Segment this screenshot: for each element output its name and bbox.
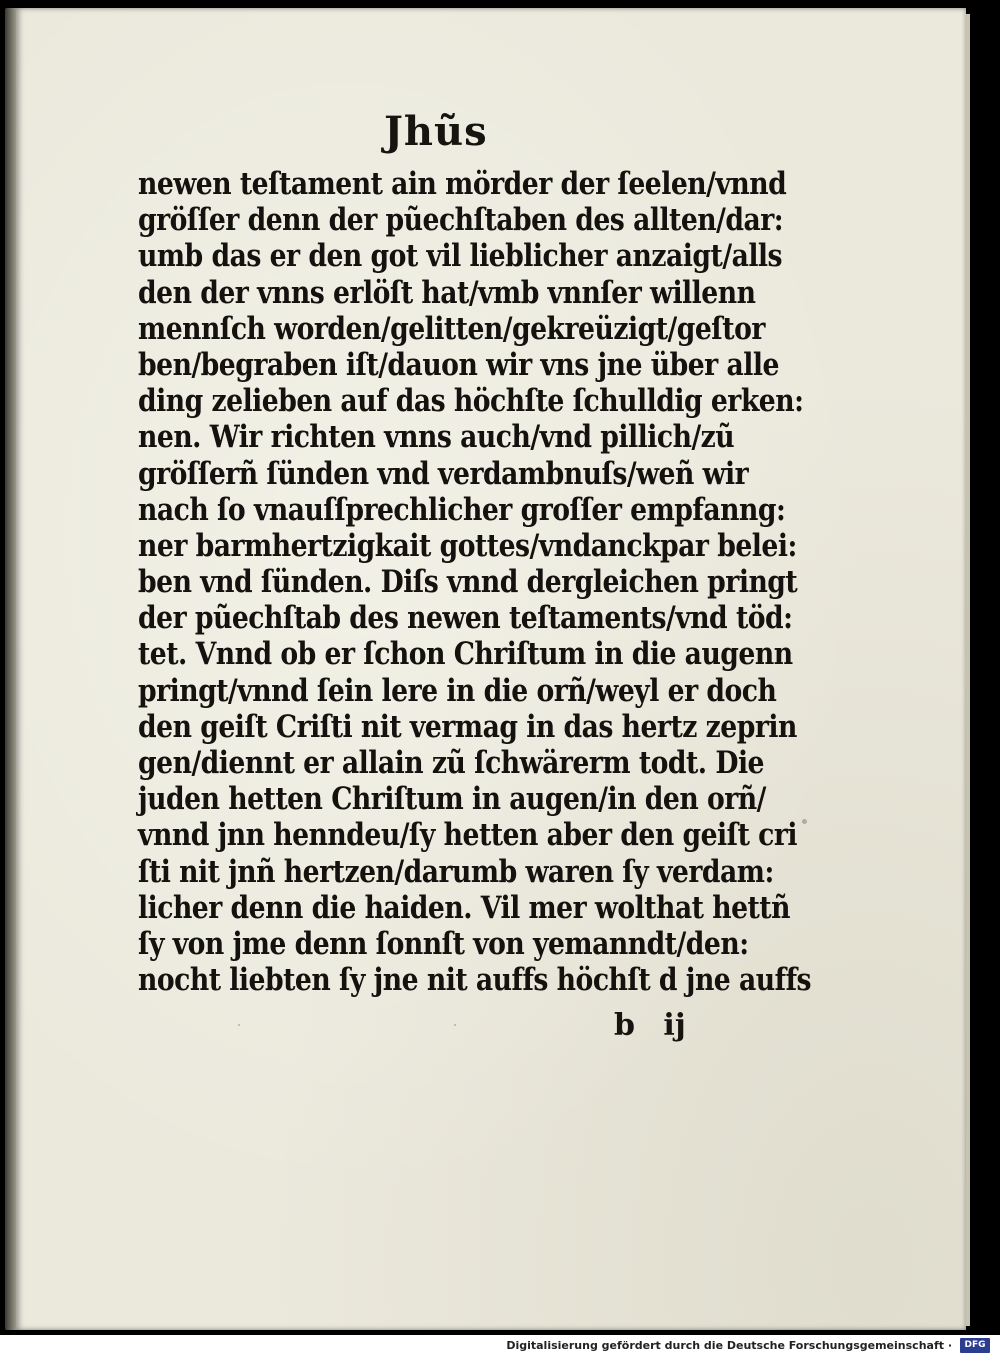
page-edge — [966, 14, 970, 1326]
text-line: ſti nit jnñ hertzen/darumb waren ſy verdam: — [138, 853, 774, 890]
text-line: vnnd jnn henndeu/ſy hetten aber den geiſt cri — [138, 817, 798, 854]
paper-speck — [802, 819, 807, 824]
text-line: mennſch worden/gelitten/gekreüzigt/geſtor — [138, 310, 765, 347]
text-line: den der vnns erlöſt hat/vmb vnnſer willenn — [138, 274, 756, 311]
text-line: den geiſt Criſti nit vermag in das hertz zeprin — [138, 708, 797, 745]
text-line: gröſſerñ ſünden vnd verdambnuſs/weñ wir — [138, 455, 749, 492]
text-line: gen/diennt er allain zũ ſchwärerm todt. Die — [138, 745, 764, 781]
text-line: ſy von jme denn ſonnſt von yemanndt/den: — [138, 925, 749, 962]
text-line: licher denn die haiden. Vil mer wolthat hettñ — [138, 889, 790, 926]
text-line: nach ſo vnauſſprechlicher groſſer empfanng: — [138, 491, 786, 528]
text-line: ding zelieben auf das höchſte ſchulldig erken: — [138, 383, 804, 420]
signature-mark: b ij — [614, 1008, 686, 1043]
funding-credit: Digitalisierung gefördert durch die Deutsche Forschungsgemeinschaft · — [506, 1339, 952, 1352]
text-line: tet. Vnnd ob er ſchon Chriſtum in die augenn — [138, 636, 793, 673]
text-line: nocht liebten ſy jne nit auffs höchſt d jne auffs — [138, 962, 812, 999]
text-block — [138, 166, 812, 999]
text-line: ner barmhertzigkait gottes/vndanckpar belei: — [138, 527, 797, 564]
text-line: der pũechſtab des newen teſtaments/vnd töd: — [138, 600, 793, 637]
text-line: juden hetten Chriſtum in augen/in den orñ/ — [138, 781, 766, 818]
text-line: newen teſtament ain mörder der ſeelen/vnnd — [138, 166, 787, 202]
paper-speck — [454, 1024, 456, 1026]
book-page — [16, 8, 966, 1330]
text-line: pringt/vnnd ſein lere in die orñ/weyl er doch — [138, 672, 777, 709]
paper-speck — [238, 1024, 240, 1026]
text-line: umb das er den got vil lieblicher anzaigt/alls — [138, 238, 783, 275]
text-line: nen. Wir richten vnns auch/vnd pillich/zũ — [138, 419, 735, 456]
text-line: ben/begraben iſt/dauon wir vns jne über alle — [138, 346, 779, 383]
text-line: ben vnd ſünden. Diſs vnnd dergleichen pringt — [138, 564, 798, 601]
text-line: gröſſer denn der pũechſtaben des allten/dar: — [138, 202, 784, 239]
footer-bar — [0, 1335, 1000, 1357]
dfg-logo: DFG — [960, 1338, 990, 1353]
running-head: Jhũs — [384, 108, 488, 155]
